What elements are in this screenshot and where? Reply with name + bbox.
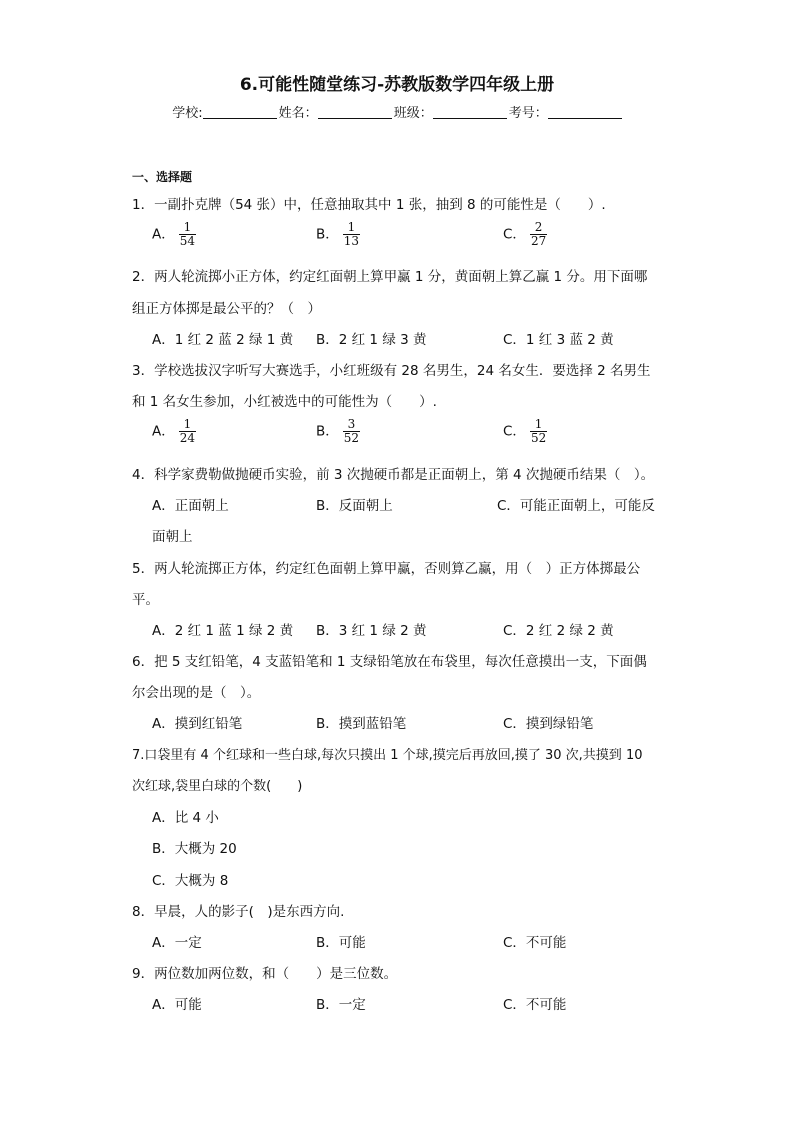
q1-option-a-denominator: 54: [179, 234, 196, 248]
q3-option-a-label: A．: [152, 423, 175, 440]
q3-option-b-fraction: [343, 418, 360, 445]
q5-option-b: B．3 红 1 绿 2 黄: [316, 623, 427, 639]
student-info-line: [0, 102, 794, 121]
q6-option-c: C．摸到绿铅笔: [503, 716, 594, 732]
q1-option-c-denominator: 27: [530, 234, 547, 248]
q3-option-a-denominator: 24: [179, 431, 196, 445]
q3-option-c-fraction: [530, 418, 547, 445]
q2-option-a: A．1 红 2 蓝 2 绿 1 黄: [152, 332, 294, 348]
question-5-text-line-2: 平。: [132, 592, 159, 608]
q5-option-a: A．2 红 1 蓝 1 绿 2 黄: [152, 623, 294, 639]
class-label: 班级：: [393, 106, 433, 121]
q4-option-c-continued: 面朝上: [152, 529, 193, 545]
q8-option-c: C．不可能: [503, 935, 567, 951]
school-blank: [203, 105, 277, 119]
question-4-text: 4．科学家费勒做抛硬币实验，前 3 次抛硬币都是正面朝上，第 4 次抛硬币结果（ ）。: [132, 467, 655, 483]
question-1-text: 1．一副扑克牌（54 张）中，任意抽取其中 1 张，抽到 8 的可能性是（ ）.: [132, 197, 606, 213]
q8-option-b: B．可能: [316, 935, 366, 951]
q7-option-c: C．大概为 8: [152, 873, 229, 889]
question-8-text: 8．早晨，人的影子( )是东西方向.: [132, 904, 345, 920]
q1-option-a-numerator: 1: [179, 221, 196, 235]
q3-option-b-numerator: 3: [343, 418, 360, 432]
page-title: 6.可能性随堂练习-苏教版数学四年级上册: [239, 75, 555, 95]
q6-option-b: B．摸到蓝铅笔: [316, 716, 407, 732]
question-3-text-line-2: 和 1 名女生参加，小红被选中的可能性为（ ）.: [132, 394, 437, 410]
q3-option-b-denominator: 52: [343, 431, 360, 445]
q3-option-a-fraction: [179, 418, 196, 445]
q9-option-c: C．不可能: [503, 997, 567, 1013]
number-blank: [548, 105, 622, 119]
name-blank: [318, 105, 392, 119]
question-9-text: 9．两位数加两位数，和（ ）是三位数。: [132, 966, 398, 982]
school-label: 学校:: [172, 106, 203, 121]
q1-option-b-label: B．: [316, 226, 339, 243]
question-7-text-line-2: 次红球,袋里白球的个数( ): [132, 779, 303, 794]
q1-option-a-label: A．: [152, 226, 175, 243]
name-label: 姓名：: [278, 106, 318, 121]
q4-option-b: B．反面朝上: [316, 498, 393, 514]
q5-option-c: C．2 红 2 绿 2 黄: [503, 623, 614, 639]
number-label: 考号：: [508, 106, 548, 121]
q3-option-b: [316, 418, 360, 445]
section-heading: 一、选择题: [132, 170, 193, 184]
q7-option-a: A．比 4 小: [152, 810, 219, 826]
q1-option-b-fraction: [343, 221, 360, 248]
q1-option-b-numerator: 1: [343, 221, 360, 235]
question-6-text-line-2: 尔会出现的是（ ）。: [132, 685, 261, 701]
q1-option-c-label: C．: [503, 226, 526, 243]
q3-option-a: [152, 418, 196, 445]
q9-option-a: A．可能: [152, 997, 202, 1013]
question-2-text-line-2: 组正方体掷是最公平的？（ ）: [132, 301, 321, 317]
q1-option-c-numerator: 2: [530, 221, 547, 235]
question-2-text-line-1: 2．两人轮流掷小正方体，约定红面朝上算甲赢 1 分，黄面朝上算乙赢 1 分。用下面哪: [132, 269, 648, 285]
q1-option-c: [503, 221, 547, 248]
q3-option-a-numerator: 1: [179, 418, 196, 432]
q4-option-c: C．可能正面朝上，可能反: [497, 498, 655, 514]
q3-option-c-denominator: 52: [530, 431, 547, 445]
q6-option-a: A．摸到红铅笔: [152, 716, 243, 732]
question-7-text-line-1: 7.口袋里有 4 个红球和一些白球,每次只摸出 1 个球,摸完后再放回,摸了 30 次,共摸到 10: [132, 748, 643, 763]
q1-option-a-fraction: [179, 221, 196, 248]
class-blank: [433, 105, 507, 119]
question-6-text-line-1: 6．把 5 支红铅笔，4 支蓝铅笔和 1 支绿铅笔放在布袋里，每次任意摸出一支，下面偶: [132, 654, 647, 670]
q1-option-c-fraction: [530, 221, 547, 248]
q2-option-c: C．1 红 3 蓝 2 黄: [503, 332, 614, 348]
q9-option-b: B．一定: [316, 997, 366, 1013]
q3-option-c-label: C．: [503, 423, 526, 440]
q4-option-a: A．正面朝上: [152, 498, 229, 514]
q3-option-c-numerator: 1: [530, 418, 547, 432]
q7-option-b: B．大概为 20: [152, 841, 237, 857]
question-3-text-line-1: 3．学校选拔汉字听写大赛选手，小红班级有 28 名男生，24 名女生．要选择 2 名男生: [132, 363, 651, 379]
question-5-text-line-1: 5．两人轮流掷正方体，约定红色面朝上算甲赢，否则算乙赢，用（ ）正方体掷最公: [132, 561, 641, 577]
q8-option-a: A．一定: [152, 935, 202, 951]
q1-option-b: [316, 221, 360, 248]
q3-option-c: [503, 418, 547, 445]
q1-option-b-denominator: 13: [343, 234, 360, 248]
q1-option-a: [152, 221, 196, 248]
q3-option-b-label: B．: [316, 423, 339, 440]
q2-option-b: B．2 红 1 绿 3 黄: [316, 332, 427, 348]
